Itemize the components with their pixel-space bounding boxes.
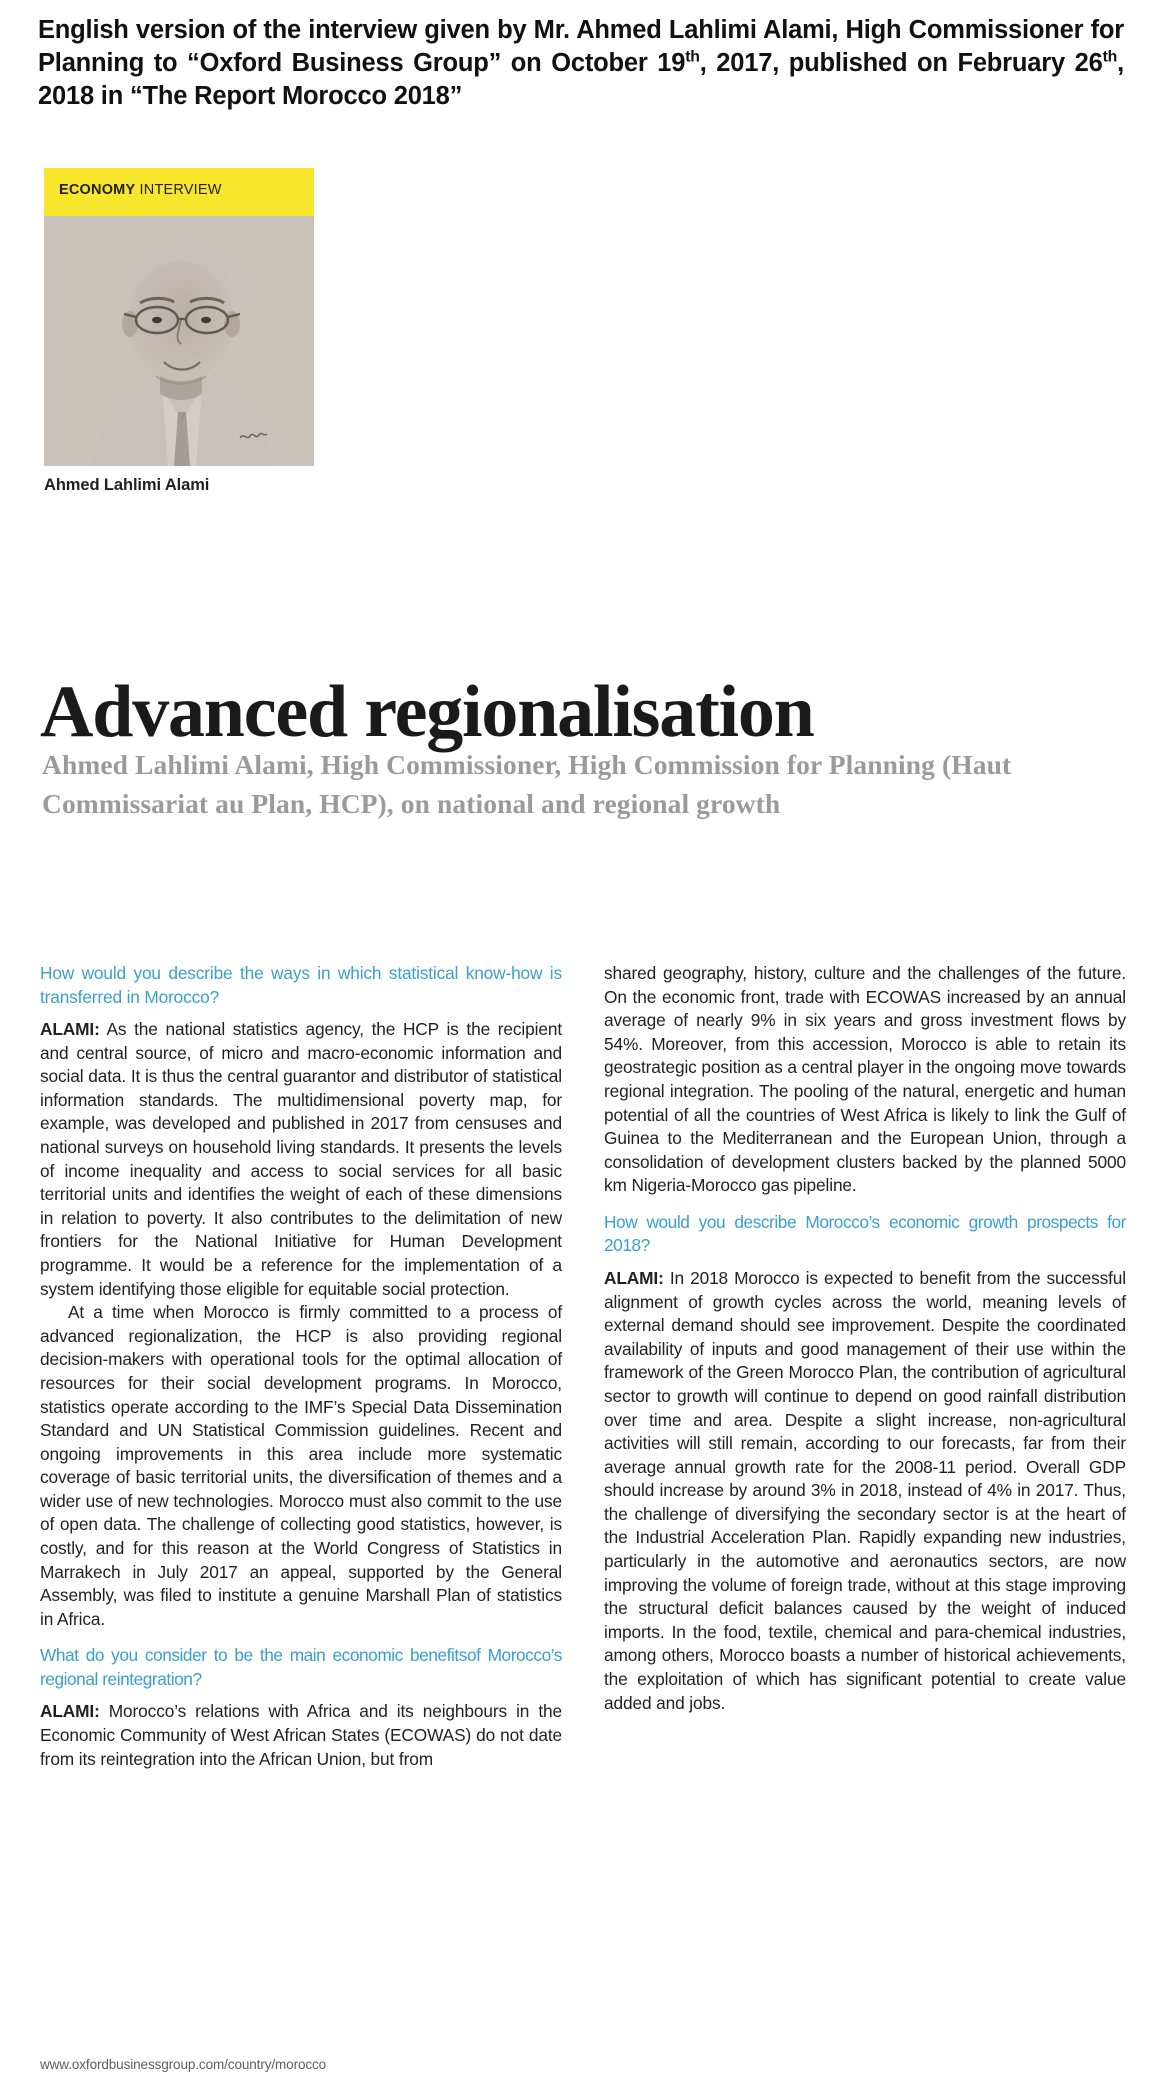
answer-3-paragraph-1 xyxy=(604,1267,1126,1715)
top-note-part-2: , 2017, published on February 26 xyxy=(699,49,1103,77)
portrait-figure xyxy=(44,168,314,466)
answer-1-text: As the national statistics agency, the HCP is the recipient and central source, of micro and macro-economic information and social data. It is thus the central guarantor and distributor of statistical information standards. The multidimensional poverty map, for example, was developed and published in 2017 from censuses and national surveys on household living standards. It presents the levels of income inequality and access to social services for all basic territorial units and identifies the weight of each of these dimensions in relation to poverty. It also contributes to the delimitation of new frontiers for the National Initiative for Human Development programme. It would be a reference for the implementation of a system identifying those eligible for equitable social protection. xyxy=(40,1019,562,1299)
article-headline: Advanced regionalisation xyxy=(40,670,814,753)
question-2: What do you consider to be the main economic benefitsof Morocco’s regional reintegration? xyxy=(40,1645,562,1689)
question-1: How would you describe the ways in which statistical know-how is transferred in Morocco? xyxy=(40,963,562,1007)
answer-1-speaker-label: ALAMI: xyxy=(40,1019,100,1039)
section-banner xyxy=(44,168,314,216)
body-column-right xyxy=(604,962,1126,2030)
body-column-left xyxy=(40,962,562,2030)
article-standfirst: Ahmed Lahlimi Alami, High Commissioner, High Commission for Planning (Haut Commissariat au Plan, HCP), on national and regional growth xyxy=(42,749,1012,819)
article-body xyxy=(40,962,1126,2030)
section-name-economy: ECONOMY xyxy=(59,182,136,198)
answer-2-paragraph-1 xyxy=(40,1700,562,1771)
answer-1-paragraph-1 xyxy=(40,1018,562,1301)
question-3: How would you describe Morocco’s economic growth prospects for 2018? xyxy=(604,1211,1126,1256)
top-note-part-3: , 2018 in “The Report Morocco 2018” xyxy=(38,49,1125,110)
footer-url[interactable]: www.oxfordbusinessgroup.com/country/morocco xyxy=(40,2057,327,2072)
section-banner-label xyxy=(59,182,222,198)
answer-2-speaker-label: ALAMI: xyxy=(40,1701,100,1722)
photo-caption: Ahmed Lahlimi Alami xyxy=(44,476,210,494)
answer-3-speaker-label: ALAMI: xyxy=(604,1267,664,1288)
answer-1-paragraph-2: At a time when Morocco is firmly committed to a process of advanced regionalization, the HCP is also providing regional decision-makers with operational tools for the optimal allocation of resources for their social development programs. In Morocco, statistics operate according to the IMF’s Special Data Dissemination Standard and UN Statistical Commission guidelines. Recent and ongoing improvements in this area include more systematic coverage of basic territorial units, the diversification of themes and a wider use of new technologies. Morocco must also commit to the use of open data. The challenge of collecting good statistics, however, is costly, and for this reason at the World Congress of Statistics in Marrakech in July 2017 an appeal, supported by the General Assembly, was filed to institute a genuine Marshall Plan of statistics in Africa. xyxy=(40,1302,562,1629)
ordinal-suffix-26th: th xyxy=(1102,48,1118,66)
answer-2-text: Morocco’s relations with Africa and its neighbours in the Economic Community of West African States (ECOWAS) do not date from its reintegration into the African Union, but from xyxy=(40,1701,562,1769)
ordinal-suffix-19th: th xyxy=(685,48,700,66)
top-note-part-1: English version of the interview given by Mr. Ahmed Lahlimi Alami, High Commissioner for Planning to “Oxford Business Group” on October 19 xyxy=(38,16,1124,77)
portrait-illustration xyxy=(44,216,314,466)
answer-2-continued: shared geography, history, culture and the challenges of the future. On the economic front, trade with ECOWAS increased by an annual average of nearly 9% in six years and gross investment flows by 54%. Moreover, from this accession, Morocco is able to retain its geostrategic position as a central player in the ongoing move towards regional integration. The pooling of the natural, energetic and human potential of all the countries of West Africa is likely to link the Gulf of Guinea to the Mediterranean and the European Union, through a consolidation of development clusters backed by the planned 5000 km Nigeria-Morocco gas pipeline. xyxy=(604,963,1126,1196)
section-name-interview: INTERVIEW xyxy=(135,182,222,198)
answer-3-text: In 2018 Morocco is expected to benefit from the successful alignment of growth cycles across the world, meaning levels of external demand should see improvement. Despite the coordinated availability of inputs and good management of their use within the framework of the Green Morocco Plan, the contribution of agricultural sector to growth will continue to depend on good rainfall distribution over time and area. Despite a slight increase, non-agricultural activities will still remain, according to our forecasts, far from their average annual growth rate for the 2008-11 period. Overall GDP should increase by around 3% in 2018, instead of 4% in 2017. Thus, the challenge of diversifying the secondary sector is at the heart of the Industrial Acceleration Plan. Rapidly expanding new industries, particularly in the automotive and aeronautics sectors, are now improving the volume of foreign trade, without at this stage improving the structural deficit balances caused by the weight of induced imports. In the food, textile, chemical and para-chemical industries, among others, Morocco boasts a number of historical achievements, the exploitation of which has significant potential to create value added and jobs. xyxy=(604,1267,1126,1713)
top-editorial-note xyxy=(38,14,1124,113)
